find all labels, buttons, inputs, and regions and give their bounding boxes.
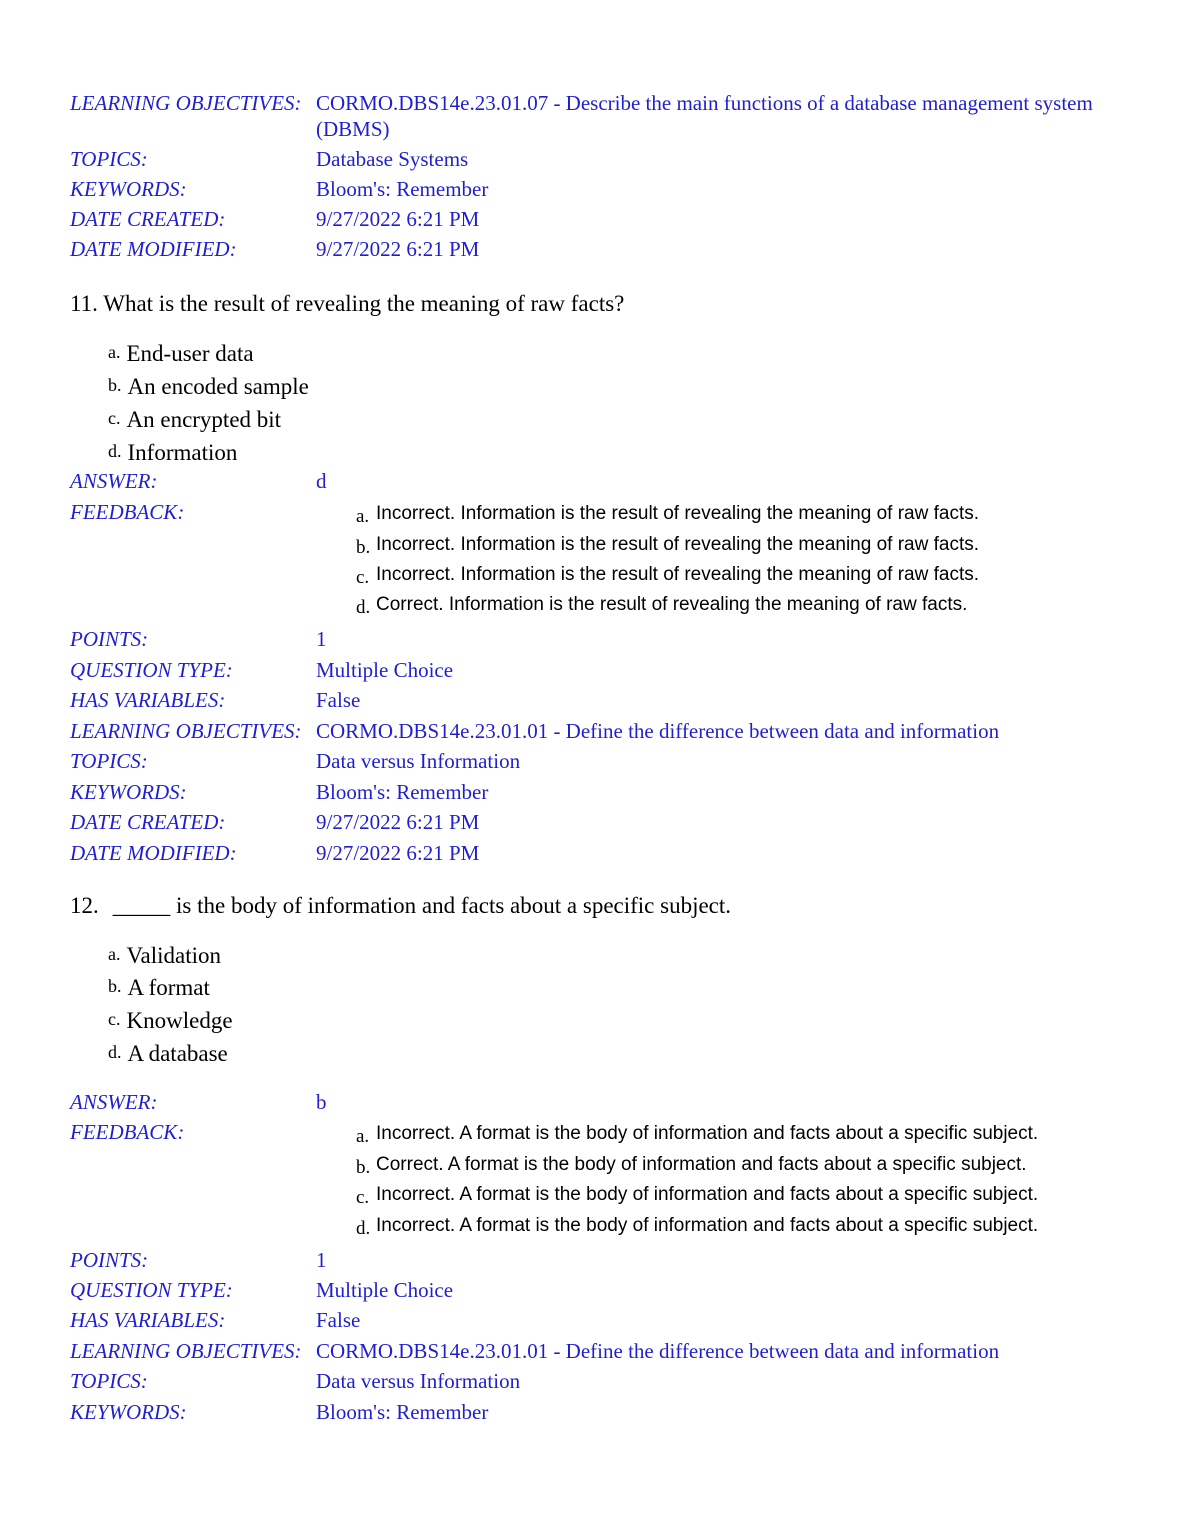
meta-row-date-created bbox=[0, 206, 1190, 236]
option-letter: d. bbox=[108, 441, 122, 461]
meta-value: False bbox=[316, 688, 361, 712]
question-12-option-c bbox=[108, 1005, 233, 1035]
option-text: An encrypted bit bbox=[126, 407, 282, 432]
q11-row-date-modified bbox=[0, 840, 1190, 870]
option-text: A database bbox=[127, 1041, 228, 1066]
meta-value: Bloom's: Remember bbox=[316, 1400, 489, 1424]
question-12-option-a bbox=[108, 940, 221, 970]
feedback-letter: b. bbox=[356, 537, 371, 558]
option-text: End-user data bbox=[126, 341, 254, 366]
option-letter: d. bbox=[108, 1042, 122, 1062]
question-11-option-a bbox=[108, 338, 254, 368]
question-12-option-b bbox=[108, 972, 210, 1002]
meta-value: Data versus Information bbox=[316, 749, 521, 773]
option-letter: b. bbox=[108, 375, 122, 395]
q11-feedback-b bbox=[356, 533, 979, 560]
feedback-text: Incorrect. Information is the result of revealing the meaning of raw facts. bbox=[376, 534, 980, 555]
q11-row-has-variables bbox=[0, 687, 1190, 717]
meta-value: 9/27/2022 6:21 PM bbox=[316, 841, 480, 865]
option-text: An encoded sample bbox=[127, 374, 309, 399]
feedback-text: Incorrect. A format is the body of information and facts about a specific subject. bbox=[376, 1215, 1039, 1236]
option-letter: c. bbox=[108, 408, 121, 428]
question-11-option-b bbox=[108, 371, 309, 401]
feedback-letter: b. bbox=[356, 1157, 371, 1178]
q12-row-topics bbox=[0, 1368, 1190, 1398]
meta-value: False bbox=[316, 1308, 361, 1332]
q12-row-points bbox=[0, 1247, 1190, 1277]
meta-label: FEEDBACK: bbox=[70, 500, 185, 524]
meta-label: ANSWER: bbox=[70, 469, 158, 493]
q11-row-learning-objectives bbox=[0, 718, 1190, 748]
q11-row-topics bbox=[0, 748, 1190, 778]
question-number: 11. bbox=[70, 291, 98, 316]
question-text: _____ is the body of information and facts about a specific subject. bbox=[112, 893, 732, 918]
meta-value: 9/27/2022 6:21 PM bbox=[316, 207, 480, 231]
meta-label: TOPICS: bbox=[70, 147, 148, 171]
meta-value: 9/27/2022 6:21 PM bbox=[316, 237, 480, 261]
feedback-letter: a. bbox=[356, 1126, 370, 1147]
question-number: 12. bbox=[70, 893, 99, 918]
meta-label: KEYWORDS: bbox=[70, 177, 187, 201]
question-11-option-d bbox=[108, 437, 237, 467]
meta-label: DATE CREATED: bbox=[70, 810, 226, 834]
q12-feedback-b bbox=[356, 1153, 1027, 1180]
meta-row-topics bbox=[0, 146, 1190, 176]
q12-row-answer bbox=[0, 1089, 1190, 1119]
meta-value: Bloom's: Remember bbox=[316, 177, 489, 201]
feedback-letter: d. bbox=[356, 1218, 371, 1239]
meta-label: HAS VARIABLES: bbox=[70, 688, 226, 712]
option-text: A format bbox=[127, 975, 210, 1000]
meta-value: Bloom's: Remember bbox=[316, 780, 489, 804]
meta-label: POINTS: bbox=[70, 1248, 149, 1272]
q11-row-date-created bbox=[0, 809, 1190, 839]
meta-label: TOPICS: bbox=[70, 749, 148, 773]
q12-feedback-c bbox=[356, 1183, 1038, 1210]
option-letter: a. bbox=[108, 342, 121, 362]
meta-label: LEARNING OBJECTIVES: bbox=[70, 91, 302, 115]
meta-value: Database Systems bbox=[316, 147, 469, 171]
option-text: Information bbox=[127, 440, 238, 465]
meta-value: Multiple Choice bbox=[316, 1278, 454, 1302]
q12-feedback-d bbox=[356, 1214, 1038, 1241]
q12-feedback-a bbox=[356, 1122, 1038, 1149]
question-12-option-d bbox=[108, 1038, 228, 1068]
answer-value: b bbox=[316, 1090, 327, 1114]
meta-label: QUESTION TYPE: bbox=[70, 1278, 233, 1302]
feedback-text: Incorrect. A format is the body of information and facts about a specific subject. bbox=[376, 1123, 1039, 1144]
feedback-letter: c. bbox=[356, 567, 370, 588]
q11-feedback-c bbox=[356, 563, 979, 590]
q12-row-question-type bbox=[0, 1277, 1190, 1307]
meta-label: DATE CREATED: bbox=[70, 207, 226, 231]
option-letter: a. bbox=[108, 944, 121, 964]
meta-value: CORMO.DBS14e.23.01.07 - Describe the main functions of a database management system (DBMS) bbox=[316, 91, 1093, 141]
q12-row-learning-objectives bbox=[0, 1338, 1190, 1368]
feedback-text: Correct. Information is the result of revealing the meaning of raw facts. bbox=[376, 594, 968, 615]
meta-value: 1 bbox=[316, 1248, 327, 1272]
feedback-text: Correct. A format is the body of information and facts about a specific subject. bbox=[376, 1154, 1027, 1175]
meta-label: KEYWORDS: bbox=[70, 1400, 187, 1424]
meta-value: 9/27/2022 6:21 PM bbox=[316, 810, 480, 834]
meta-label: DATE MODIFIED: bbox=[70, 841, 237, 865]
option-text: Knowledge bbox=[126, 1008, 233, 1033]
q12-row-keywords bbox=[0, 1399, 1190, 1429]
meta-label: ANSWER: bbox=[70, 1090, 158, 1114]
q11-row-question-type bbox=[0, 657, 1190, 687]
q11-row-keywords bbox=[0, 779, 1190, 809]
meta-label: DATE MODIFIED: bbox=[70, 237, 237, 261]
meta-label: HAS VARIABLES: bbox=[70, 1308, 226, 1332]
meta-label: FEEDBACK: bbox=[70, 1120, 185, 1144]
meta-label: LEARNING OBJECTIVES: bbox=[70, 1339, 302, 1363]
q11-feedback-d bbox=[356, 593, 967, 620]
option-letter: b. bbox=[108, 976, 122, 996]
feedback-text: Incorrect. Information is the result of revealing the meaning of raw facts. bbox=[376, 564, 980, 585]
meta-label: POINTS: bbox=[70, 627, 149, 651]
q11-feedback-a bbox=[356, 502, 979, 529]
feedback-text: Incorrect. Information is the result of revealing the meaning of raw facts. bbox=[376, 503, 980, 524]
meta-label: QUESTION TYPE: bbox=[70, 658, 233, 682]
question-text: What is the result of revealing the meaning of raw facts? bbox=[103, 291, 625, 316]
meta-value: 1 bbox=[316, 627, 327, 651]
meta-value: CORMO.DBS14e.23.01.01 - Define the difference between data and information bbox=[316, 719, 1000, 743]
meta-value: Data versus Information bbox=[316, 1369, 521, 1393]
q12-row-has-variables bbox=[0, 1307, 1190, 1337]
feedback-text: Incorrect. A format is the body of information and facts about a specific subject. bbox=[376, 1184, 1039, 1205]
meta-row-learning-objectives bbox=[0, 90, 1190, 142]
feedback-letter: a. bbox=[356, 506, 370, 527]
question-12-stem bbox=[70, 892, 731, 920]
feedback-letter: c. bbox=[356, 1187, 370, 1208]
question-11-option-c bbox=[108, 404, 281, 434]
option-letter: c. bbox=[108, 1009, 121, 1029]
q11-row-answer bbox=[0, 468, 1190, 498]
meta-value: CORMO.DBS14e.23.01.01 - Define the difference between data and information bbox=[316, 1339, 1000, 1363]
meta-value: Multiple Choice bbox=[316, 658, 454, 682]
option-text: Validation bbox=[126, 943, 222, 968]
meta-label: KEYWORDS: bbox=[70, 780, 187, 804]
meta-label: LEARNING OBJECTIVES: bbox=[70, 719, 302, 743]
meta-label: TOPICS: bbox=[70, 1369, 148, 1393]
meta-row-date-modified bbox=[0, 236, 1190, 266]
feedback-letter: d. bbox=[356, 597, 371, 618]
question-11-stem bbox=[70, 290, 624, 318]
answer-value: d bbox=[316, 469, 327, 493]
q11-row-points bbox=[0, 626, 1190, 656]
meta-row-keywords bbox=[0, 176, 1190, 206]
